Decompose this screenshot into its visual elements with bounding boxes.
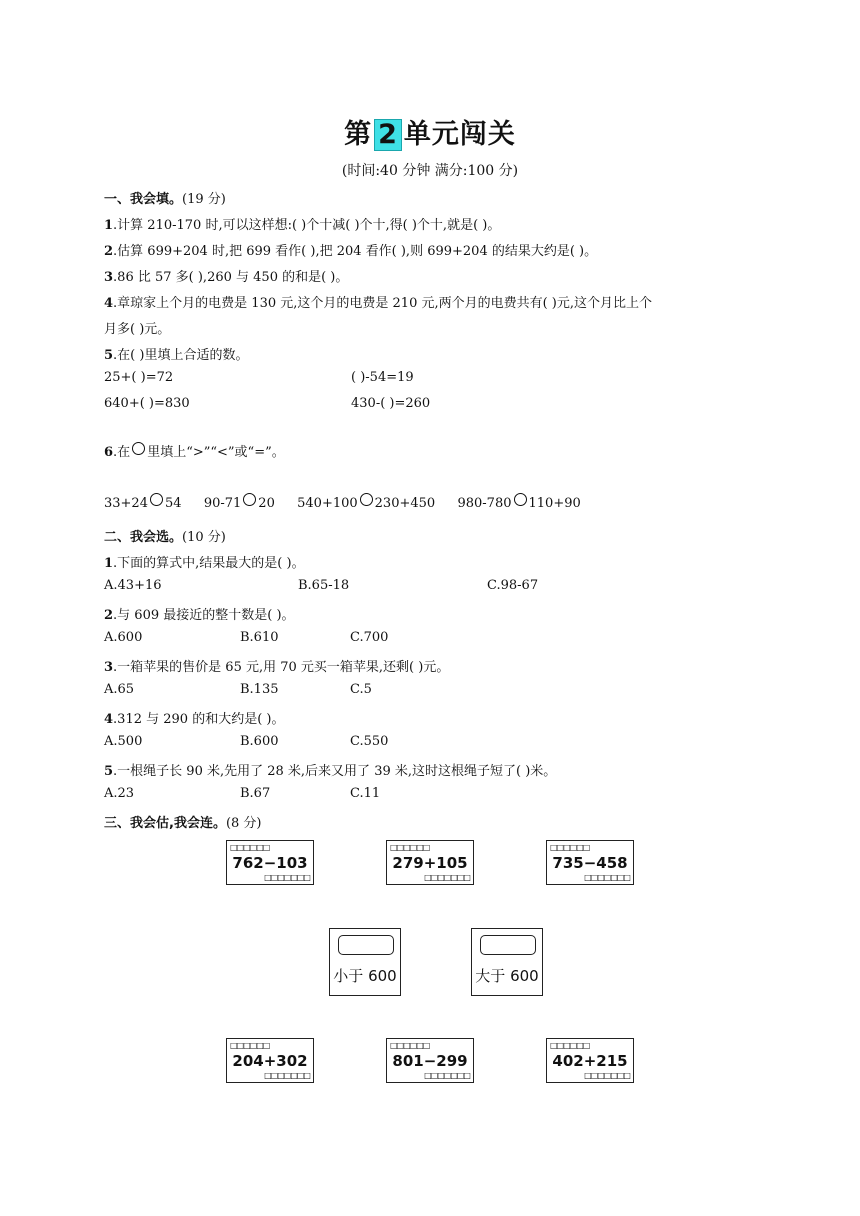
question-text: 里填上“>”“<”或“=”。: [147, 445, 285, 460]
s2-question-5: [104, 760, 556, 779]
expression-card[interactable]: [226, 1038, 314, 1083]
expression-card[interactable]: [386, 1038, 474, 1083]
option-a[interactable]: A.23: [104, 786, 135, 801]
box-pattern: □□□□□□: [230, 1041, 270, 1050]
unit-number: 2: [374, 119, 402, 151]
question-text: .在: [113, 445, 131, 460]
section3-heading: [104, 812, 262, 831]
option-c[interactable]: C.98-67: [487, 578, 539, 593]
box-pattern: □□□□□□: [550, 843, 590, 852]
question-text: .下面的算式中,结果最大的是( )。: [113, 556, 305, 571]
title-suffix: 单元闯关: [403, 119, 516, 150]
circle-icon: [132, 442, 145, 455]
box-pattern: □□□□□□: [390, 843, 430, 852]
s2-question-3: [104, 656, 449, 675]
question-text: .计算 210-170 时,可以这样想:( )个十减( )个十,得( )个十,就是( )。: [113, 218, 501, 233]
s1-question-1: [104, 214, 500, 233]
compare-circle-icon[interactable]: [360, 493, 373, 506]
question-number: 5: [104, 764, 114, 779]
question-number: 2: [104, 244, 114, 259]
expression-card[interactable]: [546, 840, 634, 885]
question-text: .估算 699+204 时,把 699 看作( ),把 204 看作( ),则 699+204 的结果大约是( )。: [113, 244, 598, 259]
option-c[interactable]: C.11: [350, 786, 381, 801]
s1-question-6: [104, 441, 285, 460]
option-a[interactable]: A.600: [104, 630, 143, 645]
s2-question-1: [104, 552, 305, 571]
compare-left: 90-71: [203, 496, 242, 511]
option-c[interactable]: C.550: [350, 734, 389, 749]
expression-card[interactable]: [226, 840, 314, 885]
compare-item: [204, 496, 275, 511]
option-b[interactable]: B.65-18: [298, 578, 350, 593]
compare-circle-icon[interactable]: [243, 493, 256, 506]
question-text: .一根绳子长 90 米,先用了 28 米,后来又用了 39 米,这时这根绳子短了( )米。: [113, 764, 557, 779]
question-number: 6: [104, 445, 114, 460]
title-prefix: 第: [344, 119, 373, 150]
option-a[interactable]: A.43+16: [104, 578, 162, 593]
question-text: .与 609 最接近的整十数是( )。: [113, 608, 295, 623]
compare-right: 230+450: [374, 496, 436, 511]
option-a[interactable]: A.65: [104, 682, 135, 697]
expression-text: 801−299: [392, 1052, 468, 1070]
expression-text: 402+215: [552, 1052, 628, 1070]
section2-points: (10 分): [182, 530, 226, 545]
question-number: 3: [104, 660, 114, 675]
target-label: 小于 600: [333, 967, 397, 985]
section1-heading: [104, 188, 226, 207]
target-box-less-than-600[interactable]: [329, 928, 401, 996]
box-pattern: □□□□□□□: [424, 1071, 470, 1080]
compare-right: 20: [258, 496, 275, 511]
question-text: .在( )里填上合适的数。: [113, 348, 249, 363]
compare-left: 540+100: [297, 496, 358, 511]
compare-circle-icon[interactable]: [150, 493, 163, 506]
compare-left: 33+24: [104, 496, 148, 511]
question-number: 4: [104, 296, 114, 311]
section3-title: 三、我会估,我会连。: [104, 816, 226, 831]
equation: 25+( )=72: [104, 370, 174, 385]
box-pattern: □□□□□□□: [584, 1071, 630, 1080]
question-number: 4: [104, 712, 114, 727]
compare-right: 110+90: [528, 496, 581, 511]
section1-title: 一、我会填。: [104, 192, 183, 207]
s1-question-2: [104, 240, 597, 259]
s1-question-5: [104, 344, 248, 363]
question-text: .章琼家上个月的电费是 130 元,这个月的电费是 210 元,两个月的电费共有( )元,这个月比上个: [113, 296, 653, 311]
compare-left: 980-780: [457, 496, 512, 511]
option-b[interactable]: B.67: [240, 786, 271, 801]
option-a[interactable]: A.500: [104, 734, 143, 749]
question-number: 3: [104, 270, 114, 285]
s2-question-4: [104, 708, 284, 727]
compare-item: [457, 496, 580, 511]
section3-points: (8 分): [225, 816, 262, 831]
question-text: .312 与 290 的和大约是( )。: [113, 712, 285, 727]
question-number: 1: [104, 218, 114, 233]
section1-points: (19 分): [182, 192, 226, 207]
equation: ( )-54=19: [351, 370, 414, 385]
compare-circle-icon[interactable]: [514, 493, 527, 506]
answer-slot: [480, 935, 536, 955]
expression-text: 279+105: [392, 854, 468, 872]
section2-heading: [104, 526, 226, 545]
question-number: 1: [104, 556, 114, 571]
box-pattern: □□□□□□: [230, 843, 270, 852]
box-pattern: □□□□□□□: [584, 873, 630, 882]
compare-item: [104, 496, 182, 511]
box-pattern: □□□□□□: [550, 1041, 590, 1050]
option-c[interactable]: C.5: [350, 682, 372, 697]
expression-card[interactable]: [546, 1038, 634, 1083]
question-text: .86 比 57 多( ),260 与 450 的和是( )。: [113, 270, 349, 285]
box-pattern: □□□□□□□: [264, 1071, 310, 1080]
page-title: [0, 112, 860, 151]
option-c[interactable]: C.700: [350, 630, 389, 645]
compare-item: [297, 496, 435, 511]
compare-row: [104, 493, 581, 511]
s1-question-4-cont: 月多( )元。: [104, 322, 171, 337]
question-number: 2: [104, 608, 114, 623]
equation: 430-( )=260: [351, 396, 431, 411]
option-b[interactable]: B.610: [240, 630, 279, 645]
exam-info: (时间:40 分钟 满分:100 分): [341, 163, 519, 179]
s1-question-3: [104, 266, 348, 285]
expression-text: 762−103: [232, 854, 308, 872]
equation: 640+( )=830: [104, 396, 190, 411]
option-b[interactable]: B.600: [240, 734, 279, 749]
section2-title: 二、我会选。: [104, 530, 183, 545]
expression-text: 204+302: [232, 1052, 308, 1070]
s2-question-2: [104, 604, 295, 623]
box-pattern: □□□□□□□: [264, 873, 310, 882]
target-box-greater-than-600[interactable]: [471, 928, 543, 996]
option-b[interactable]: B.135: [240, 682, 279, 697]
answer-slot: [338, 935, 394, 955]
expression-text: 735−458: [552, 854, 628, 872]
s1-question-4: [104, 292, 652, 311]
box-pattern: □□□□□□□: [424, 873, 470, 882]
box-pattern: □□□□□□: [390, 1041, 430, 1050]
question-number: 5: [104, 348, 114, 363]
expression-card[interactable]: [386, 840, 474, 885]
question-text: .一箱苹果的售价是 65 元,用 70 元买一箱苹果,还剩( )元。: [113, 660, 450, 675]
target-label: 大于 600: [475, 967, 539, 985]
compare-right: 54: [164, 496, 182, 511]
